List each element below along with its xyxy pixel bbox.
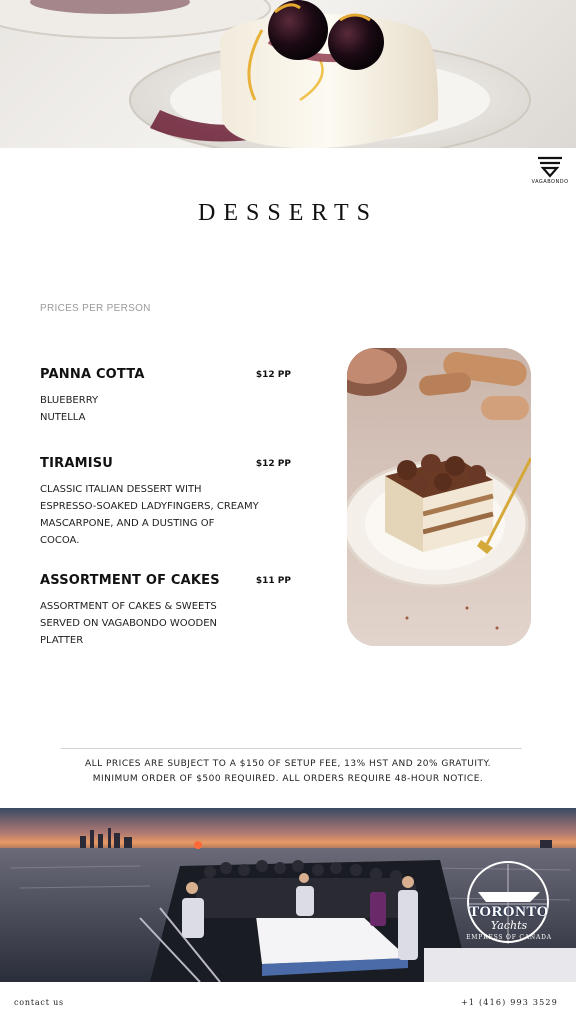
item-description-line: CLASSIC ITALIAN DESSERT WITH bbox=[40, 484, 202, 495]
toronto-yachts-tagline: EMPRESS OF CANADA bbox=[466, 934, 552, 941]
notice-line: ALL PRICES ARE SUBJECT TO A $150 OF SETUP FEE, 13% HST AND 20% GRATUITY. bbox=[84, 759, 492, 769]
item-description bbox=[40, 598, 280, 649]
item-name: ASSORTMENT OF CAKES bbox=[40, 573, 220, 588]
vagabondo-logo bbox=[524, 156, 576, 196]
divider bbox=[61, 748, 522, 749]
menu-item-panna-cotta bbox=[40, 367, 300, 426]
item-description-line: PLATTER bbox=[40, 635, 84, 646]
item-price: $12 PP bbox=[255, 459, 291, 469]
toronto-yachts-script: Yachts bbox=[490, 919, 528, 932]
item-description-line: ESPRESSO-SOAKED LADYFINGERS, CREAMY bbox=[40, 501, 259, 512]
item-description-line: COCOA. bbox=[40, 535, 80, 546]
item-name: TIRAMISU bbox=[40, 456, 114, 471]
item-description-line: NUTELLA bbox=[40, 412, 86, 423]
item-description bbox=[40, 392, 280, 426]
page-title: DESSERTS bbox=[198, 200, 378, 226]
item-description-line: ASSORTMENT OF CAKES & SWEETS bbox=[40, 601, 217, 612]
menu-item-tiramisu bbox=[40, 456, 300, 549]
item-description-line: SERVED ON VAGABONDO WOODEN bbox=[40, 618, 218, 629]
item-name: PANNA COTTA bbox=[40, 367, 145, 382]
notice-line: MINIMUM ORDER OF $500 REQUIRED. ALL ORDERS REQUIRE 48-HOUR NOTICE. bbox=[92, 774, 484, 784]
phone-number[interactable]: +1 (416) 993 3529 bbox=[461, 998, 558, 1007]
logo-text: VAGABONDO bbox=[531, 179, 569, 185]
item-description-line: MASCARPONE, AND A DUSTING OF bbox=[40, 518, 215, 529]
item-description bbox=[40, 481, 280, 549]
item-price: $12 PP bbox=[255, 370, 291, 380]
vagabondo-logo-icon bbox=[536, 156, 564, 178]
item-description-line: BLUEBERRY bbox=[40, 395, 99, 406]
item-price: $11 PP bbox=[255, 576, 291, 586]
yacht-party-photo bbox=[0, 808, 576, 982]
hero-panna-cotta-photo bbox=[0, 0, 576, 148]
tiramisu-photo bbox=[347, 348, 531, 646]
menu-item-assortment-of-cakes bbox=[40, 573, 300, 649]
contact-us-link[interactable]: contact us bbox=[14, 998, 64, 1007]
toronto-yachts-logo bbox=[464, 904, 554, 941]
prices-per-person-label: PRICES PER PERSON bbox=[40, 303, 151, 314]
toronto-yachts-name: TORONTO bbox=[469, 904, 549, 920]
pricing-notice bbox=[0, 757, 576, 787]
